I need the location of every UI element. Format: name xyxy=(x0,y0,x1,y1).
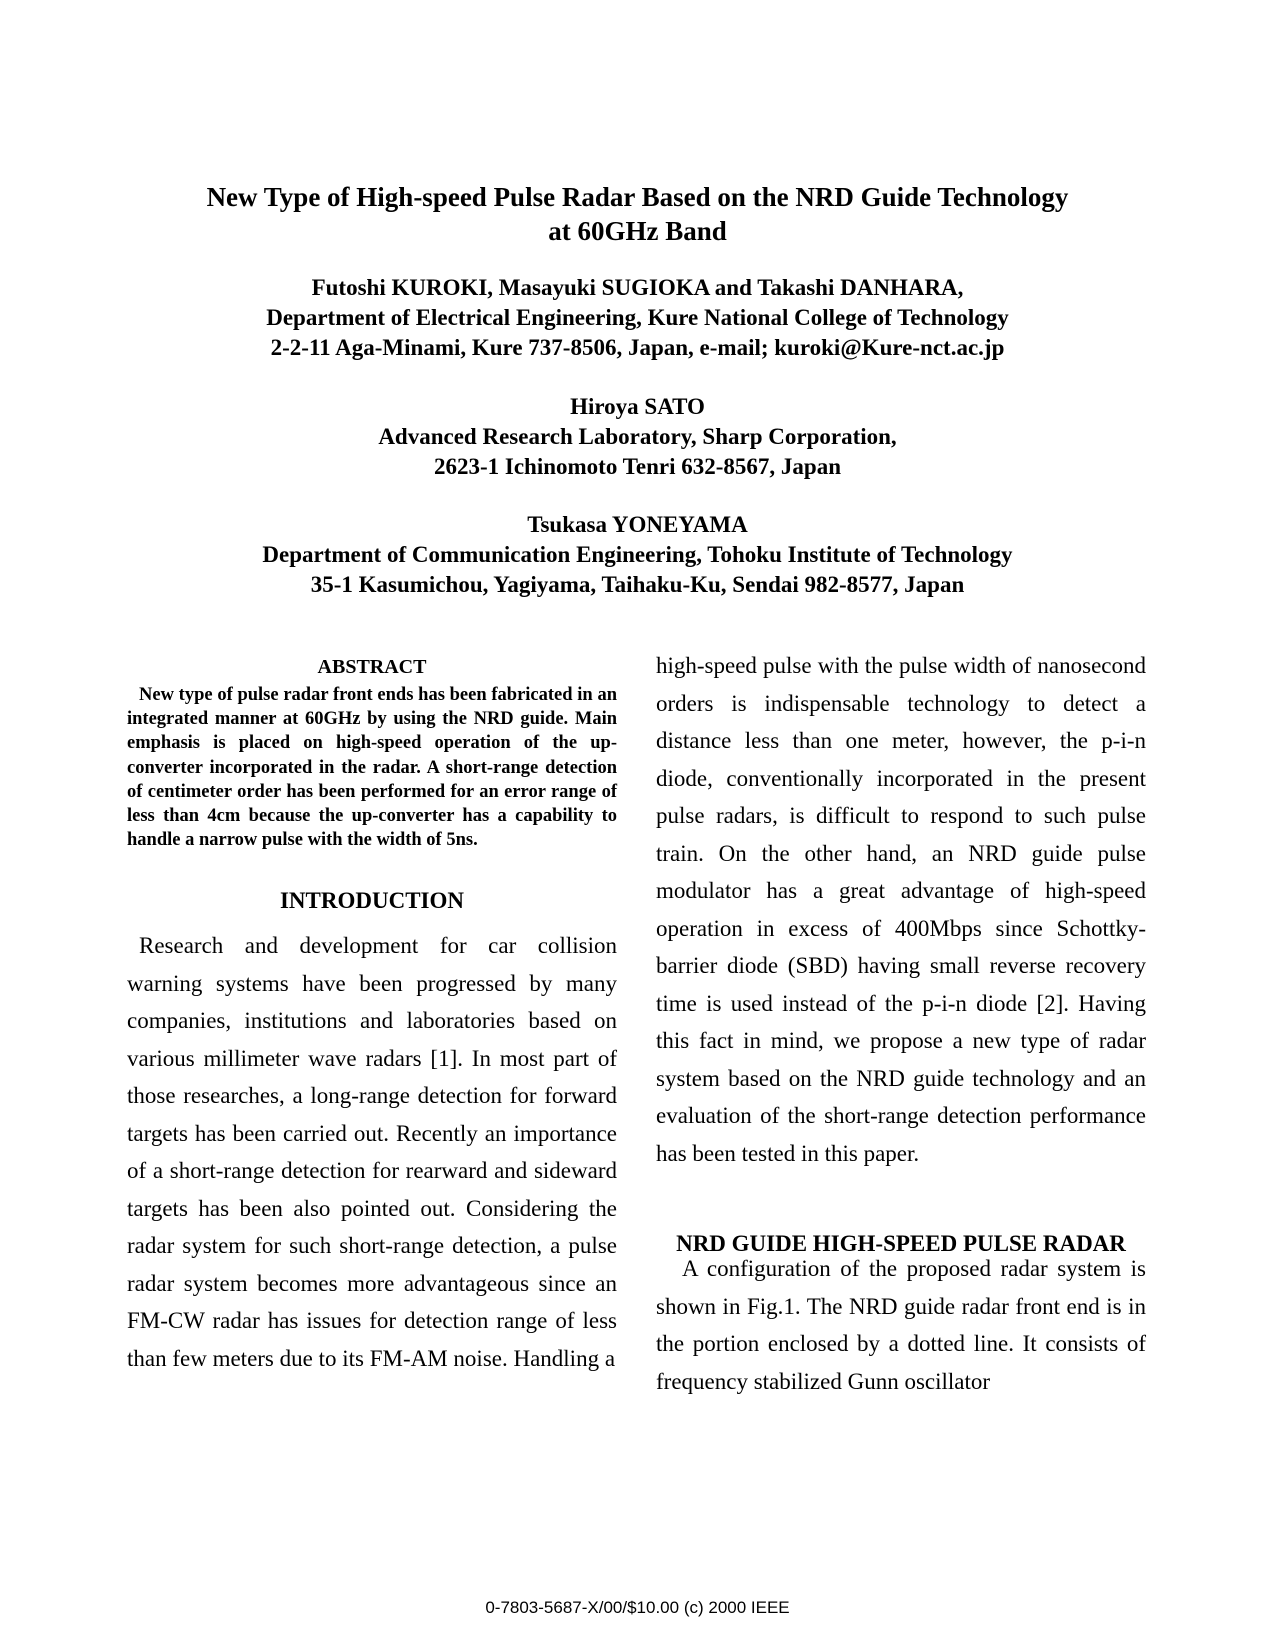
author-block-1 xyxy=(120,273,1155,363)
nrd-section-text: A configuration of the proposed radar system is shown in Fig.1. The NRD guide radar front end is in the portion enclosed by a dotted line. It consists of frequency stabilized Gunn oscillator xyxy=(656,1256,1146,1394)
title-line-1: New Type of High-speed Pulse Radar Based on the NRD Guide Technology xyxy=(206,182,1069,212)
title-line-2: at 60GHz Band xyxy=(548,216,727,246)
right-column xyxy=(656,655,1146,1400)
author-names: Hiroya SATO xyxy=(570,394,705,419)
introduction-text: Research and development for car collision warning systems have been progressed by many companies, institutions and laboratories based on various millimeter wave radars [1]. In most part of those researches, a long-range detection for forward targets has been carried out. Recently an importance of a short-range detection for rearward and sideward targets has been also pointed out. Considering the radar system for such short-range detection, a pulse radar system becomes more advantageous since an FM-CW radar has issues for detection range of less than few meters due to its FM-AM noise. Handling a xyxy=(127,933,617,1371)
paper-title xyxy=(120,180,1155,248)
abstract-text: New type of pulse radar front ends has been fabricated in an integrated manner at 60GHz by using the NRD guide. Main emphasis is placed on high-speed operation of the up-converter incorporated in the radar. A short-range detection of centimeter order has been performed for an error range of less than 4cm because the up-converter has a capability to handle a narrow pulse with the width of 5ns. xyxy=(127,685,617,851)
author-address: 35-1 Kasumichou, Yagiyama, Taihaku-Ku, Sendai 982-8577, Japan xyxy=(310,572,965,597)
abstract-heading: ABSTRACT xyxy=(317,656,427,678)
author-block-3 xyxy=(120,510,1155,600)
copyright-footer: 0-7803-5687-X/00/$10.00 (c) 2000 IEEE xyxy=(485,1598,790,1617)
author-department: Advanced Research Laboratory, Sharp Corporation, xyxy=(378,424,897,449)
author-block-2 xyxy=(120,392,1155,482)
author-address: 2-2-11 Aga-Minami, Kure 737-8506, Japan, e-mail; kuroki@Kure-nct.ac.jp xyxy=(270,335,1005,360)
nrd-section-heading: NRD GUIDE HIGH-SPEED PULSE RADAR xyxy=(676,1231,1126,1256)
introduction-heading: INTRODUCTION xyxy=(279,888,465,914)
author-department: Department of Electrical Engineering, Kure National College of Technology xyxy=(266,305,1009,330)
author-address: 2623-1 Ichinomoto Tenri 632-8567, Japan xyxy=(433,454,841,479)
author-department: Department of Communication Engineering, Tohoku Institute of Technology xyxy=(262,542,1013,567)
author-names: Tsukasa YONEYAMA xyxy=(527,512,748,537)
left-column xyxy=(127,655,617,1377)
introduction-continuation: high-speed pulse with the pulse width of nanosecond orders is indispensable technology to detect a distance less than one meter, however, the p-i-n diode, conventionally incorporated in the present pulse radars, is difficult to respond to such pulse train. On the other hand, an NRD guide pulse modulator has a great advantage of high-speed operation in excess of 400Mbps since Schottky-barrier diode (SBD) having small reverse recovery time is used instead of the p-i-n diode [2]. Having this fact in mind, we propose a new type of radar system based on the NRD guide technology and an evaluation of the short-range detection performance has been tested in this paper. xyxy=(656,653,1146,1166)
author-names: Futoshi KUROKI, Masayuki SUGIOKA and Takashi DANHARA, xyxy=(311,275,964,300)
